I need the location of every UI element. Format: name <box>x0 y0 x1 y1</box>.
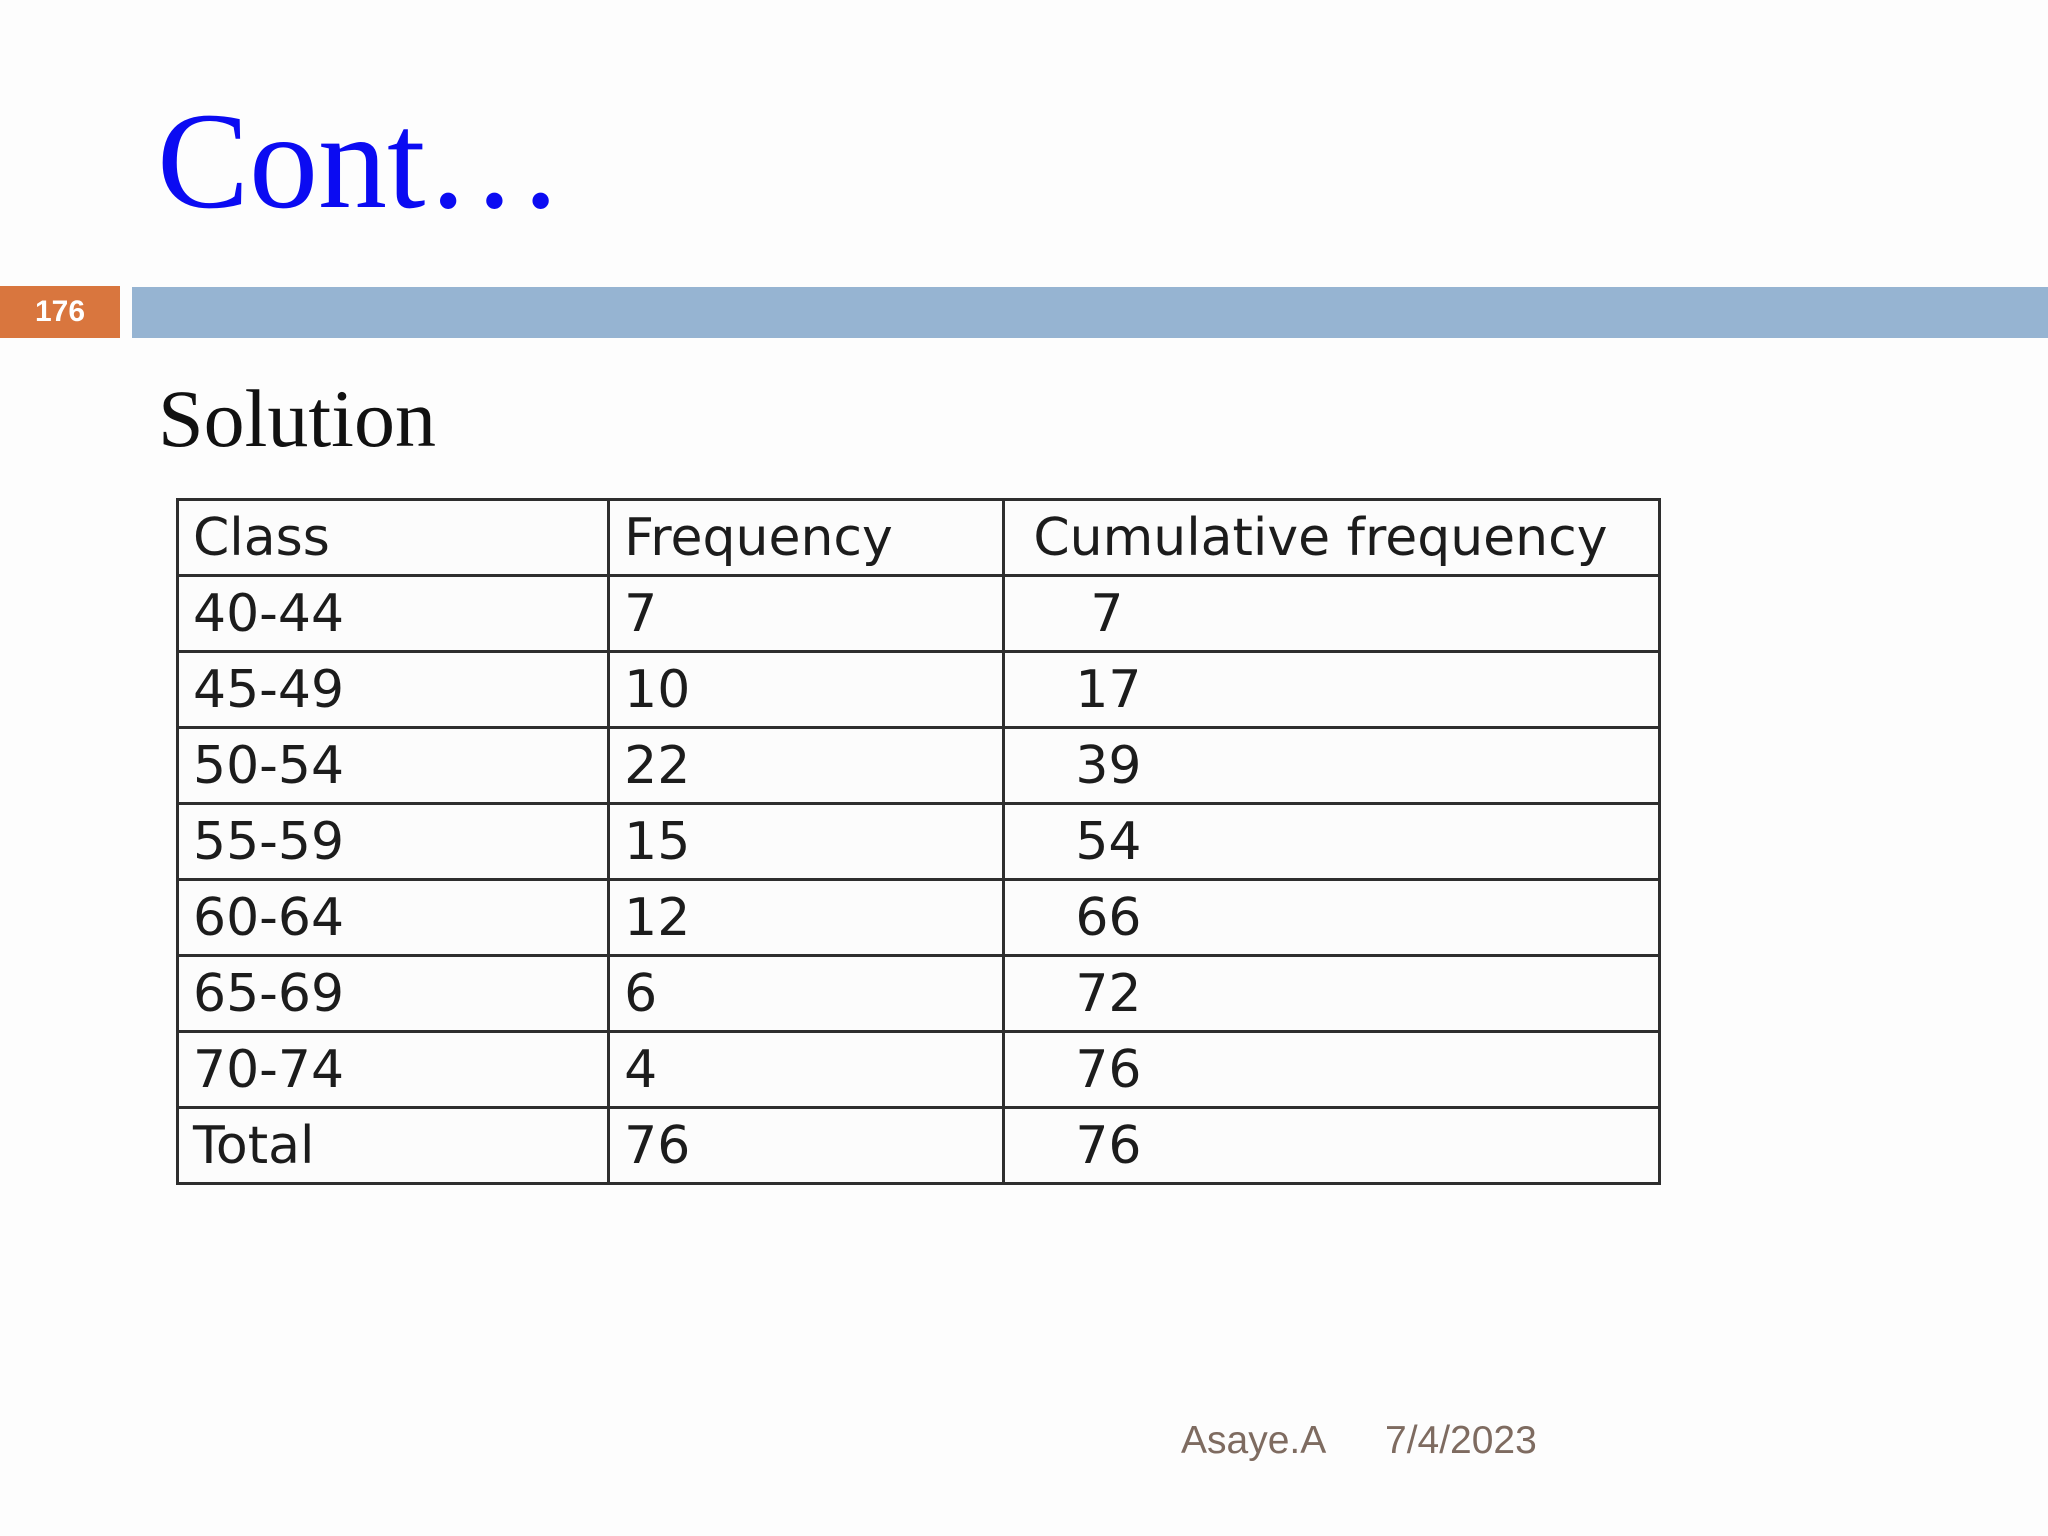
table-row <box>178 728 1660 804</box>
table-header-row <box>178 500 1660 576</box>
total-label-cell: Total <box>178 1108 609 1184</box>
cumulative-cell: 72 <box>1004 956 1660 1032</box>
table-row <box>178 880 1660 956</box>
class-cell: 45-49 <box>178 652 609 728</box>
table-row <box>178 576 1660 652</box>
cumulative-cell: 7 <box>1004 576 1660 652</box>
frequency-cell: 22 <box>609 728 1004 804</box>
class-cell: 40-44 <box>178 576 609 652</box>
cumulative-cell: 66 <box>1004 880 1660 956</box>
cumulative-cell: 54 <box>1004 804 1660 880</box>
frequency-cell: 15 <box>609 804 1004 880</box>
page-number-badge: 176 <box>0 286 120 338</box>
class-cell: 65-69 <box>178 956 609 1032</box>
class-cell: 55-59 <box>178 804 609 880</box>
header-cumulative-frequency: Cumulative frequency <box>1004 500 1660 576</box>
total-cumulative-cell: 76 <box>1004 1108 1660 1184</box>
header-class: Class <box>178 500 609 576</box>
frequency-table <box>176 498 1661 1185</box>
table-total-row <box>178 1108 1660 1184</box>
slide-subtitle: Solution <box>158 373 436 464</box>
header-bar <box>132 287 2048 338</box>
class-cell: 60-64 <box>178 880 609 956</box>
footer-date: 7/4/2023 <box>1385 1419 1537 1462</box>
class-cell: 70-74 <box>178 1032 609 1108</box>
frequency-cell: 4 <box>609 1032 1004 1108</box>
total-frequency-cell: 76 <box>609 1108 1004 1184</box>
cumulative-cell: 17 <box>1004 652 1660 728</box>
table-row <box>178 804 1660 880</box>
cumulative-cell: 76 <box>1004 1032 1660 1108</box>
frequency-cell: 10 <box>609 652 1004 728</box>
frequency-cell: 12 <box>609 880 1004 956</box>
footer-author: Asaye.A <box>1181 1419 1327 1462</box>
table-row <box>178 956 1660 1032</box>
table-row <box>178 652 1660 728</box>
frequency-cell: 7 <box>609 576 1004 652</box>
cumulative-cell: 39 <box>1004 728 1660 804</box>
slide-title: Cont… <box>157 84 564 237</box>
frequency-cell: 6 <box>609 956 1004 1032</box>
class-cell: 50-54 <box>178 728 609 804</box>
header-frequency: Frequency <box>609 500 1004 576</box>
table-row <box>178 1032 1660 1108</box>
